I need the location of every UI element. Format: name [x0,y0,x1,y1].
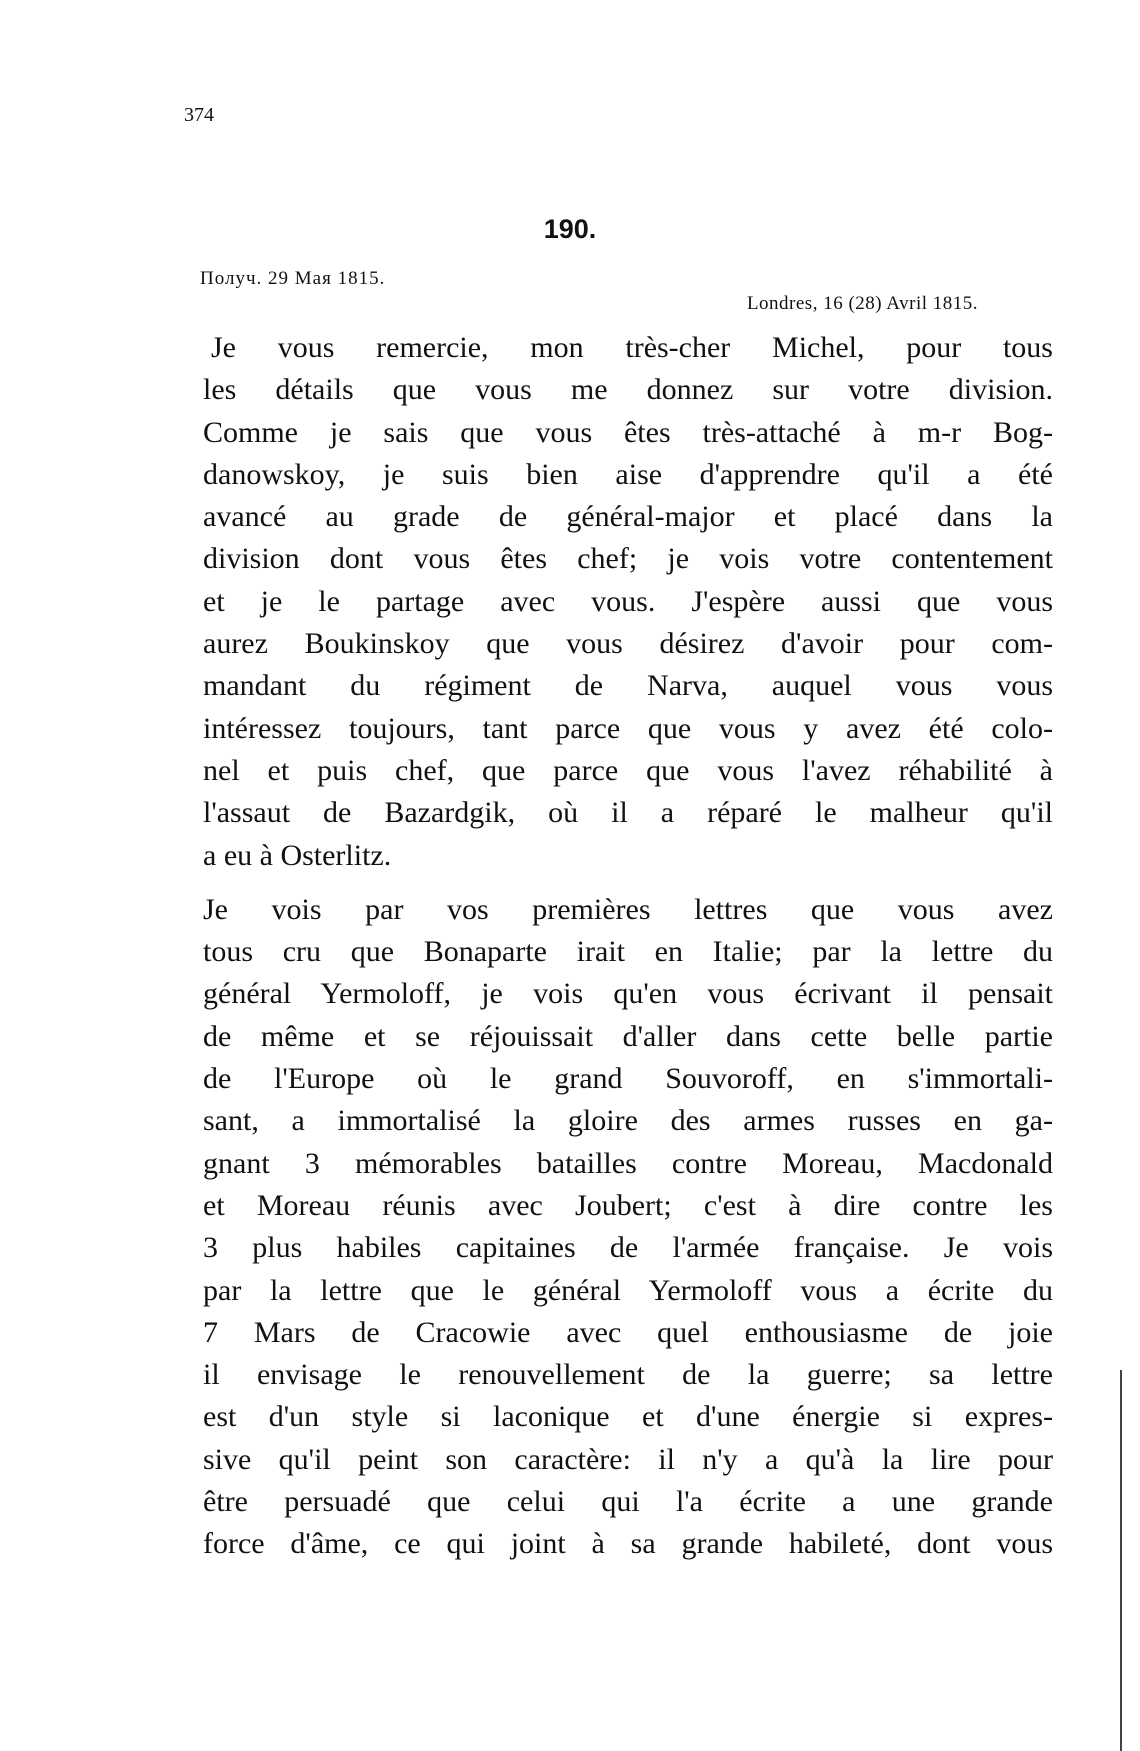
text-line: mandant du régiment de Narva, auquel vous vous [203,669,1053,703]
text-line: il envisage le renouvellement de la guerre; sa lettre [203,1358,1053,1392]
text-line: de l'Europe où le grand Souvoroff, en s'immortali- [203,1062,1053,1096]
text-line: division dont vous êtes chef; je vois votre contentement [203,542,1053,576]
text-line: par la lettre que le général Yermoloff vous a écrite du [203,1273,1053,1307]
text-line: tous cru que Bonaparte irait en Italie; par la lettre du [203,935,1053,969]
text-line: gnant 3 mémorables batailles contre Moreau, Macdonald [203,1146,1053,1180]
text-line: Je vois par vos premières lettres que vous avez [203,892,1053,926]
received-date: Получ. 29 Мая 1815. [200,268,386,289]
text-line: Je vous remercie, mon très-cher Michel, pour tous [211,331,1053,364]
page-edge-line [1120,1370,1122,1751]
text-line: 3 plus habiles capitaines de l'armée française. Je vois [203,1231,1053,1265]
letter-dateline: Londres, 16 (28) Avril 1815. [746,293,978,314]
text-line: être persuadé que celui qui l'a écrite a une grande [203,1485,1053,1519]
text-line: sive qu'il peint son caractère: il n'y a qu'à la lire pour [203,1442,1053,1476]
text-line: aurez Boukinskoy que vous désirez d'avoir pour com- [203,627,1053,661]
text-line: l'assaut de Bazardgik, où il a réparé le malheur qu'il [203,796,1053,830]
letter-body [203,327,1053,1566]
text-line: est d'un style si laconique et d'une énergie si expres- [203,1400,1053,1434]
paragraph-gap [203,877,1053,889]
text-line: a eu à Osterlitz. [203,838,392,872]
text-line: Comme je sais que vous êtes très-attaché à m-r Bog- [203,415,1053,449]
text-line: de même et se réjouissait d'aller dans cette belle partie [203,1019,1053,1053]
text-line: général Yermoloff, je vois qu'en vous écrivant il pensait [203,977,1053,1011]
text-line: danowskoy, je suis bien aise d'apprendre qu'il a été [203,457,1053,491]
text-line: avancé au grade de général-major et placé dans la [203,500,1053,534]
text-line: nel et puis chef, que parce que vous l'avez réhabilité à [203,753,1053,787]
text-line: et Moreau réunis avec Joubert; c'est à dire contre les [203,1188,1053,1222]
text-line: et je le partage avec vous. J'espère aussi que vous [203,584,1053,618]
text-line: intéressez toujours, tant parce que vous y avez été colo- [203,711,1053,745]
text-line: les détails que vous me donnez sur votre division. [203,373,1053,407]
page-number: 374 [184,104,214,126]
text-line: force d'âme, ce qui joint à sa grande habileté, dont vous [203,1527,1053,1561]
text-line: 7 Mars de Cracowie avec quel enthousiasme de joie [203,1315,1053,1349]
text-line: sant, a immortalisé la gloire des armes russes en ga- [203,1104,1053,1138]
letter-number: 190. [543,214,597,244]
